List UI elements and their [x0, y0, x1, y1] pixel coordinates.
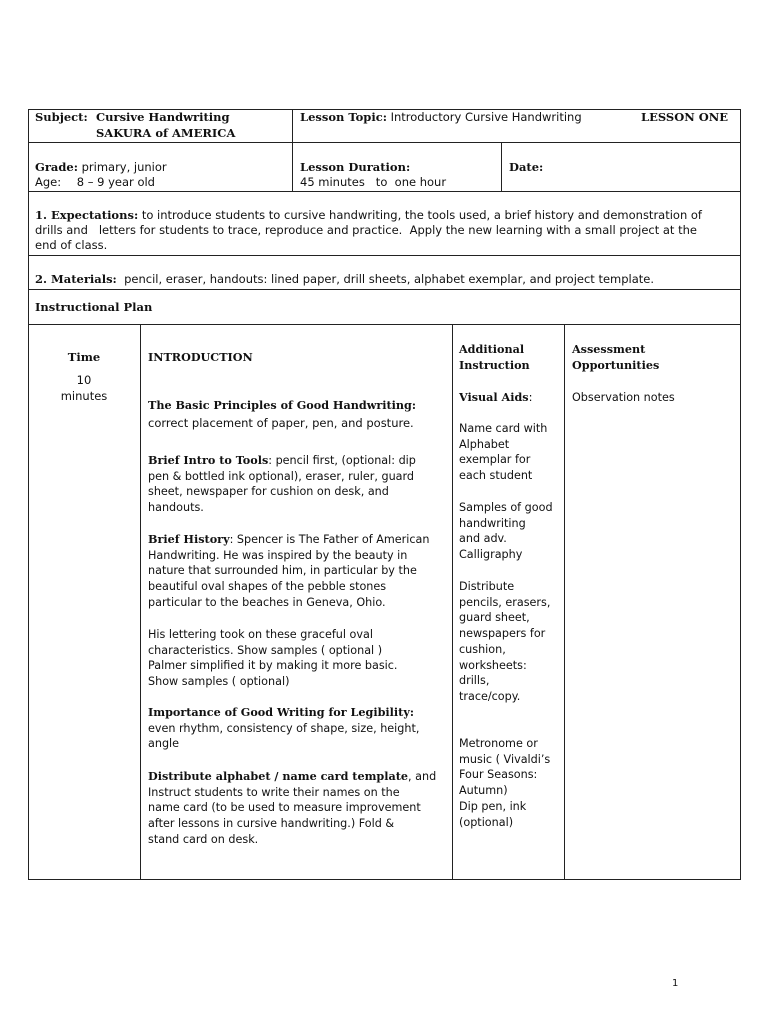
column-divider: [564, 324, 565, 880]
additional-header: [459, 342, 530, 373]
time-value: 10: [76, 373, 92, 387]
aid-line: Dip pen, ink: [459, 799, 527, 813]
aid-line: Metronome or: [459, 737, 538, 750]
lettering-line: characteristics. Show samples ( optional ): [148, 643, 383, 657]
page-number: 1: [672, 978, 679, 989]
distribute-title: Distribute alphabet / name card template: [148, 769, 409, 783]
importance-title: Importance of Good Writing for Legibility:: [148, 705, 414, 719]
subject-value-text: Cursive Handwriting: [96, 110, 230, 124]
aid-metronome: [459, 736, 550, 830]
distribute-line: stand card on desk.: [148, 832, 259, 846]
tools-line: pen & bottled ink optional), eraser, ruler, guard: [148, 469, 415, 483]
aid-line: Samples of good: [459, 501, 553, 514]
row-divider: [28, 289, 741, 290]
additional-header-line: Additional: [459, 342, 525, 356]
expectations-text: to introduce students to cursive handwriting, the tools used, a brief history and demonstration of: [138, 208, 702, 222]
aid-line: newspapers for: [459, 627, 546, 641]
assessment-header: [572, 342, 659, 373]
visual-aids-colon: :: [528, 390, 533, 404]
column-divider: [292, 109, 293, 191]
topic-label: Lesson Topic:: [300, 110, 387, 124]
distribute-line: , and: [408, 770, 437, 783]
additional-header-line: Instruction: [459, 357, 530, 372]
grade: [35, 160, 167, 176]
aid-line: guard sheet,: [459, 611, 530, 625]
duration-label: [300, 160, 410, 176]
instructional-plan-text: Instructional Plan: [35, 300, 153, 314]
aid-line: handwriting: [459, 516, 526, 530]
row-divider: [28, 191, 741, 192]
lesson-number-text: LESSON ONE: [641, 110, 729, 124]
aid-line: Name card with: [459, 422, 548, 435]
distribute-line: Instruct students to write their names on the: [148, 785, 400, 799]
time-header-text: Time: [67, 350, 101, 364]
subject-row: [35, 110, 88, 126]
tools-line: : pencil first, (optional: dip: [268, 454, 416, 467]
subject-org-text: SAKURA of AMERICA: [96, 126, 236, 140]
aid-line: exemplar for: [459, 453, 531, 467]
history-block: [148, 532, 429, 611]
introduction-column: [148, 350, 253, 366]
row-divider: [28, 142, 741, 143]
aid-line: trace/copy.: [459, 689, 521, 703]
aid-line: music ( Vivaldi’s: [459, 752, 551, 766]
history-line: particular to the beaches in Geneva, Ohio.: [148, 595, 386, 609]
lettering-block: [148, 627, 398, 690]
materials-value: pencil, eraser, handouts: lined paper, drill sheets, alphabet exemplar, and project template.: [116, 272, 655, 286]
history-line: nature that surrounded him, in particular by the: [148, 564, 417, 578]
topic-value: Introductory Cursive Handwriting: [390, 110, 582, 124]
subject-label: Subject:: [35, 110, 88, 124]
subject-value: [96, 110, 230, 126]
column-divider: [140, 324, 141, 880]
date-label: [509, 160, 543, 176]
duration-value: 45 minutes to one hour: [300, 175, 447, 189]
visual-aids-label: [459, 390, 533, 406]
expectations-line-1: [35, 208, 702, 224]
principles-title: The Basic Principles of Good Handwriting:: [148, 398, 416, 412]
importance-block: [148, 705, 419, 752]
expectations-label: 1. Expectations:: [35, 208, 139, 222]
expectations-line-3: end of class.: [35, 238, 108, 252]
time-header: [28, 350, 140, 366]
aid-line: Autumn): [459, 784, 508, 798]
principles-block: [148, 398, 416, 431]
grade-label: Grade:: [35, 160, 78, 174]
expectations-line-2: drills and letters for students to trace, reproduce and practice. Apply the new learning with a small project at the: [35, 223, 697, 237]
history-title: Brief History: [148, 532, 230, 546]
time-unit: minutes: [60, 389, 108, 403]
subject-org: [96, 126, 235, 142]
duration-label-text: Lesson Duration:: [300, 160, 411, 174]
tools-line: sheet, newspaper for cushion on desk, and: [148, 485, 389, 499]
aid-line: worksheets:: [459, 658, 527, 672]
visual-aids-title: Visual Aids: [459, 390, 529, 404]
assessment-value: Observation notes: [572, 391, 675, 404]
lettering-line: His lettering took on these graceful oval: [148, 628, 373, 641]
aid-samples: [459, 500, 553, 563]
aid-line: (optional): [459, 815, 514, 829]
importance-line: even rhythm, consistency of shape, size, height,: [148, 721, 420, 735]
distribute-line: name card (to be used to measure improvement: [148, 801, 421, 815]
aid-name-card: [459, 421, 547, 484]
aid-line: cushion,: [459, 642, 506, 656]
principles-text: correct placement of paper, pen, and posture.: [148, 415, 414, 430]
aid-line: each student: [459, 469, 533, 483]
tools-block: [148, 453, 416, 516]
aid-line: pencils, erasers,: [459, 595, 551, 609]
tools-title: Brief Intro to Tools: [148, 453, 269, 467]
age: [35, 175, 155, 191]
aid-line: Distribute: [459, 580, 515, 593]
distribute-line: after lessons in cursive handwriting.) Fold &: [148, 817, 395, 831]
history-line: : Spencer is The Father of American: [229, 533, 430, 546]
materials: [35, 272, 654, 288]
aid-line: Calligraphy: [459, 548, 523, 562]
history-line: Handwriting. He was inspired by the beauty in: [148, 548, 408, 562]
materials-label: 2. Materials:: [35, 272, 117, 286]
aid-line: and adv.: [459, 532, 507, 546]
aid-line: drills,: [459, 674, 490, 688]
assessment-header-line: Opportunities: [572, 357, 660, 372]
aid-line: Alphabet: [459, 437, 510, 451]
lettering-line: Palmer simplified it by making it more basic.: [148, 659, 398, 673]
age-value: 8 – 9 year old: [76, 175, 155, 189]
column-divider: [452, 324, 453, 880]
date-label-text: Date:: [509, 160, 544, 174]
assessment-header-line: Assessment: [572, 342, 646, 356]
lesson-topic: [300, 110, 582, 126]
column-divider: [501, 142, 502, 191]
history-line: beautiful oval shapes of the pebble stones: [148, 580, 387, 594]
distribute-block: [148, 769, 436, 848]
tools-line: handouts.: [148, 501, 204, 515]
row-divider: [28, 255, 741, 256]
importance-line: angle: [148, 737, 180, 751]
lesson-number: [641, 110, 728, 126]
age-label: Age:: [35, 175, 62, 189]
intro-header-text: INTRODUCTION: [148, 350, 253, 364]
intro-header: [148, 350, 253, 366]
lettering-line: Show samples ( optional): [148, 675, 290, 689]
aid-distribute: [459, 579, 550, 705]
grade-value: primary, junior: [81, 160, 167, 174]
instructional-plan-label: [35, 300, 152, 316]
aid-line: Four Seasons:: [459, 768, 538, 782]
